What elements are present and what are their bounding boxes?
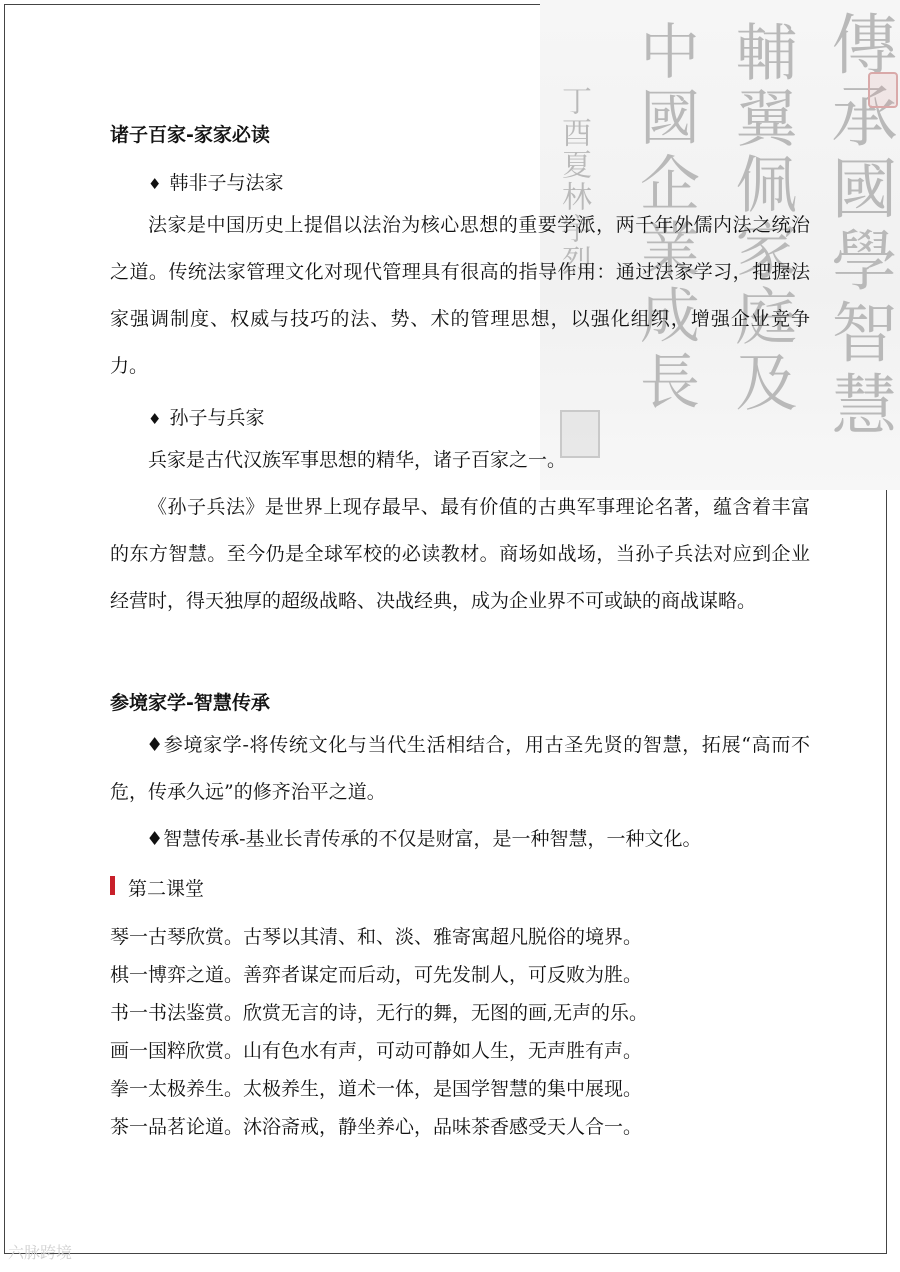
watermark-text: 六脉跨境 xyxy=(8,1243,73,1262)
ketang-line-hua: 画一国粹欣赏。山有色水有声，可动可静如人生，无声胜有声。 xyxy=(110,1040,643,1062)
diamond-bullet-icon: ♦ xyxy=(146,734,164,756)
section-title-zhuzi: 诸子百家-家家必读 xyxy=(110,124,270,146)
calligraphy-column-3: 中國企業成長 xyxy=(630,20,700,416)
diamond-bullet-icon: ♦ xyxy=(146,828,164,850)
section-title-canjing: 参境家学-智慧传承 xyxy=(110,692,270,714)
bullet-zhihui-chuancheng: ♦智慧传承-基业长青传承的不仅是财富，是一种智慧，一种文化。 xyxy=(146,828,702,850)
calligraphy-column-2: 輔翼佩家庭及 xyxy=(725,20,798,416)
ketang-line-qi: 棋一博弈之道。善弈者谋定而后动，可先发制人，可反败为胜。 xyxy=(110,964,643,986)
ketang-line-shu: 书一书法鉴赏。欣赏无言的诗，无行的舞，无图的画,无声的乐。 xyxy=(110,1002,649,1024)
paragraph-fajia: 法家是中国历史上提倡以法治为核心思想的重要学派，两千年外儒内法之统治之道。传统法家管理文化对现代管理具有很高的指导作用：通过法家学习，把握法家强调制度、权威与技巧的法、势、术的管理思想，以强化组织，增强企业竞争力。 xyxy=(110,214,810,377)
calligraphy-column-1: 傳承國學智慧 xyxy=(820,10,897,442)
bullet-sunzi: ♦ 孙子与兵家 xyxy=(148,407,265,429)
section-marker-bar xyxy=(110,876,115,895)
bullet-hanfeizi: ♦ 韩非子与法家 xyxy=(148,172,284,194)
paragraph-sunzi-bingfa: 《孙子兵法》是世界上现存最早、最有价值的古典军事理论名著，蕴含着丰富的东方智慧。至今仍是全球军校的必读教材。商场如战场，当孙子兵法对应到企业经营时，得天独厚的超级战略、决战经典，成为企业界不可或缺的商战谋略。 xyxy=(110,496,810,612)
ketang-line-quan: 拳一太极养生。太极养生，道术一体，是国学智慧的集中展现。 xyxy=(110,1078,643,1100)
ketang-line-cha: 茶一品茗论道。沐浴斋戒，静坐养心，品味茶香感受天人合一。 xyxy=(110,1116,643,1138)
paragraph-bingjia: 兵家是古代汉族军事思想的精华，诸子百家之一。 xyxy=(148,449,567,471)
calligraphy-signature: 丁酉夏林宇烈 xyxy=(556,85,591,277)
bullet-canjing-jiaxue: ♦参境家学-将传统文化与当代生活相结合，用古圣先贤的智慧，拓展“高而不危，传承久远”的修齐治平之道。 xyxy=(110,734,810,803)
section-title-dierketang: 第二课堂 xyxy=(128,878,205,900)
diamond-bullet-icon: ♦ xyxy=(148,175,162,193)
ketang-line-qin: 琴一古琴欣赏。古琴以其清、和、淡、雅寄寓超凡脱俗的境界。 xyxy=(110,926,643,948)
seal-stamp-icon xyxy=(868,72,898,108)
diamond-bullet-icon: ♦ xyxy=(148,410,162,428)
